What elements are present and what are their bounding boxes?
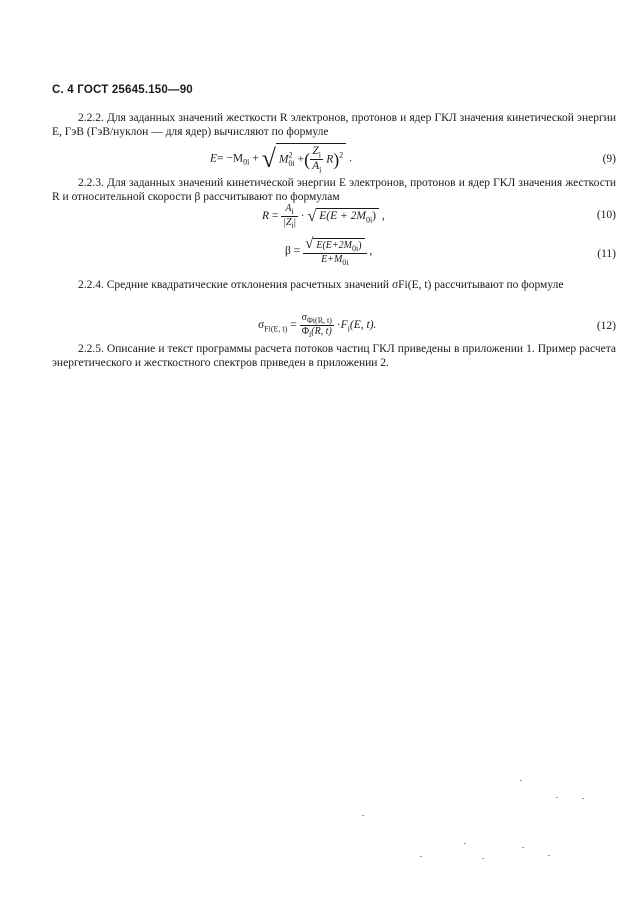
f9-frac-den-sub: i <box>319 165 322 175</box>
f12-lhs-sub: Fi(E, t) <box>264 324 288 334</box>
f10-frac-num: A <box>285 203 292 214</box>
paragraph-2-2-4: 2.2.4. Средние квадратические отклонения расчетных значений σFi(E, t) рассчитывают по формуле <box>78 279 564 291</box>
f9-frac-num-sub: i <box>318 150 322 160</box>
f12-num: σ <box>301 312 307 323</box>
f11-den-sub: 0i <box>342 258 349 267</box>
formula-12 <box>258 312 376 339</box>
f9-mid: = −M <box>217 152 244 165</box>
f10-radicand-tail: ) <box>372 210 377 223</box>
f11-radical-sign: √ <box>305 236 314 252</box>
f11-num-tail: ) <box>358 240 362 251</box>
f9-sub-m: 0i <box>243 157 250 167</box>
scan-speck <box>464 843 466 844</box>
f9-m2-sub: 0i <box>288 158 295 168</box>
f10-radicand: E(E + 2M <box>319 210 366 223</box>
f9-plus: + <box>252 152 259 165</box>
scan-speck <box>420 856 422 857</box>
scan-speck <box>522 847 524 848</box>
f9-radical-sign: √ <box>261 143 276 173</box>
f12-eq: = <box>290 319 297 332</box>
paragraph-2-2-5: 2.2.5. Описание и текст программы расчета потоков частиц ГКЛ приведены в приложении 1. Пример расчета энергетического и жесткостного спектров приведен в приложении 2. <box>52 343 616 369</box>
equation-number-10: (10) <box>596 209 616 221</box>
scan-speck <box>548 855 550 856</box>
paragraph-2-2-2: 2.2.2. Для заданных значений жесткости R электронов, протонов и ядер ГКЛ значения кинетической энергии E, ГэВ (ГэВ/нуклон — для ядер) вычисляют по формуле <box>52 112 616 138</box>
equation-number-12: (12) <box>596 320 616 332</box>
f9-frac <box>310 145 323 175</box>
f11-num: E(E+2M <box>316 240 352 251</box>
f12-frac <box>300 312 334 339</box>
f9-sq: 2 <box>339 150 344 160</box>
f10-lhs: R <box>262 210 270 223</box>
paragraph-2-2-3: 2.2.3. Для заданных значений кинетической энергии E электронов, протонов и ядер ГКЛ значения жесткости R и относительной скорости β рассчитывают по формулам <box>52 177 616 203</box>
f11-num-sub: 0i <box>351 244 359 253</box>
equation-number-9: (9) <box>602 153 616 165</box>
f12-lhs: σ <box>258 319 265 332</box>
f12-rhs-sub: i <box>347 324 350 334</box>
formula-11 <box>285 236 372 267</box>
f9-sqrt: √ $M^2_{0i}$ +( $\frac{Z_i}{A_i}$ R)$^2$ <box>262 143 347 175</box>
scan-speck <box>482 858 484 859</box>
f11-eq: = <box>293 245 301 258</box>
scan-speck <box>362 815 364 816</box>
f12-den-tail: (R, t) <box>311 326 332 337</box>
equation-number-11: (11) <box>597 248 616 260</box>
f9-tail: . <box>349 152 352 165</box>
f10-eq: = <box>271 210 279 223</box>
f12-num-sub: Φi(R, t) <box>306 316 332 325</box>
formula-9 <box>210 143 352 175</box>
scan-speck <box>582 798 584 799</box>
f12-den-sub: i <box>309 330 312 339</box>
f12-rhs-tail: (E, t). <box>349 319 377 332</box>
scan-speck <box>520 780 522 781</box>
f11-tail: , <box>369 245 373 258</box>
f10-frac-den-sub: i <box>291 221 294 230</box>
f9-plus2: + <box>297 153 305 166</box>
f10-frac <box>281 203 298 230</box>
f10-frac-num-sub: i <box>291 207 294 216</box>
f10-frac-den: |Z <box>283 217 292 228</box>
f12-rhs: F <box>340 319 348 332</box>
f10-radicand-sub: 0i <box>365 215 373 225</box>
f10-sqrt <box>307 208 379 226</box>
f9-m2: M <box>278 153 289 166</box>
scan-speck <box>556 797 558 798</box>
f9-frac-num: Z <box>312 145 319 157</box>
f10-radical-sign: √ <box>307 207 317 225</box>
f12-dot: · <box>336 319 341 332</box>
f10-frac-den-tail: | <box>293 217 296 228</box>
page-header: С. 4 ГОСТ 25645.150—90 <box>52 84 193 96</box>
f10-dot: · <box>300 210 305 223</box>
f9-lhs: E <box>210 152 218 165</box>
f11-den: E+M <box>321 254 343 265</box>
f10-tail: , <box>381 210 385 223</box>
formula-10 <box>262 203 385 230</box>
f12-den: Φ <box>301 326 309 337</box>
f9-m2-sup: 2 <box>288 150 293 160</box>
f9-frac-den: A <box>312 160 320 173</box>
f11-lhs: β <box>285 245 291 258</box>
f9-r: R <box>326 153 334 166</box>
f11-frac <box>303 236 366 267</box>
